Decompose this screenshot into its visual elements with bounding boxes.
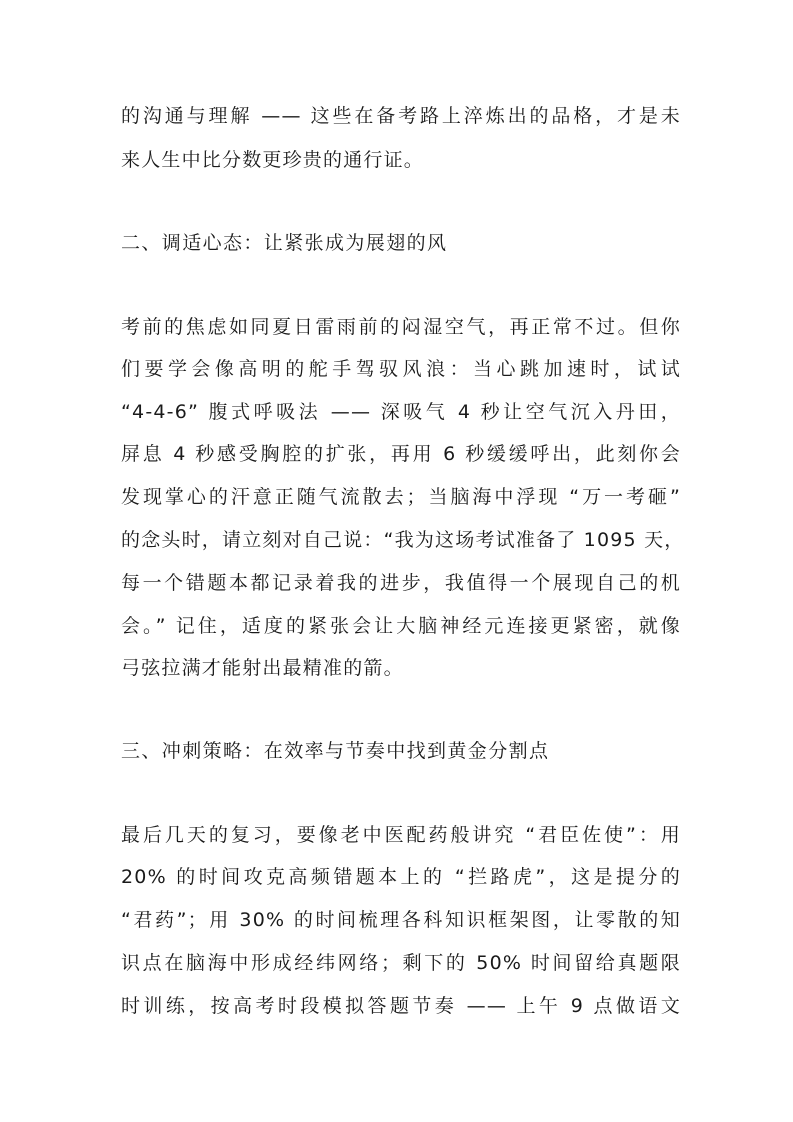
section-3-line-4: 识点在脑海中形成经纬网络；剩下的 50% 时间留给真题限 [121,952,681,974]
section-2-line-6: 的念头时，请立刻对自己说：“我为这场考试准备了 1095 天， [121,529,685,551]
section-3-line-5: 时训练，按高考时段模拟答题节奏 —— 上午 9 点做语文 [121,995,681,1017]
section-2-line-1: 考前的焦虑如同夏日雷雨前的闷湿空气，再正常不过。但你 [121,316,681,338]
section-2-line-3: “4-4-6” 腹式呼吸法 —— 深吸气 4 秒让空气沉入丹田， [121,401,681,423]
section-2-line-9: 弓弦拉满才能射出最精准的箭。 [121,657,404,679]
intro-line-2: 来人生中比分数更珍贵的通行证。 [121,149,425,171]
section-3-line-1: 最后几天的复习，要像老中医配药般讲究 “君臣佐使”：用 [121,824,681,846]
section-3-line-3: “君药”；用 30% 的时间梳理各科知识框架图，让零散的知 [121,909,681,931]
section-3-line-2: 20% 的时间攻克高频错题本上的 “拦路虎”，这是提分的 [121,866,681,888]
section-2-heading: 二、调适心态：让紧张成为展翅的风 [121,232,448,254]
section-2-line-2: 们要学会像高明的舵手驾驭风浪：当心跳加速时，试试 [121,358,681,380]
intro-line-1: 的沟通与理解 —— 这些在备考路上淬炼出的品格，才是未 [121,105,681,127]
section-2-line-4: 屏息 4 秒感受胸腔的扩张，再用 6 秒缓缓呼出，此刻你会 [121,443,681,465]
section-3-heading: 三、冲刺策略：在效率与节奏中找到黄金分割点 [121,740,550,762]
section-2-line-8: 会。” 记住，适度的紧张会让大脑神经元连接更紧密，就像 [121,615,681,637]
section-2-line-5: 发现掌心的汗意正随气流散去；当脑海中浮现 “万一考砸” [121,486,681,508]
section-2-line-7: 每一个错题本都记录着我的进步，我值得一个展现自己的机 [121,572,681,594]
